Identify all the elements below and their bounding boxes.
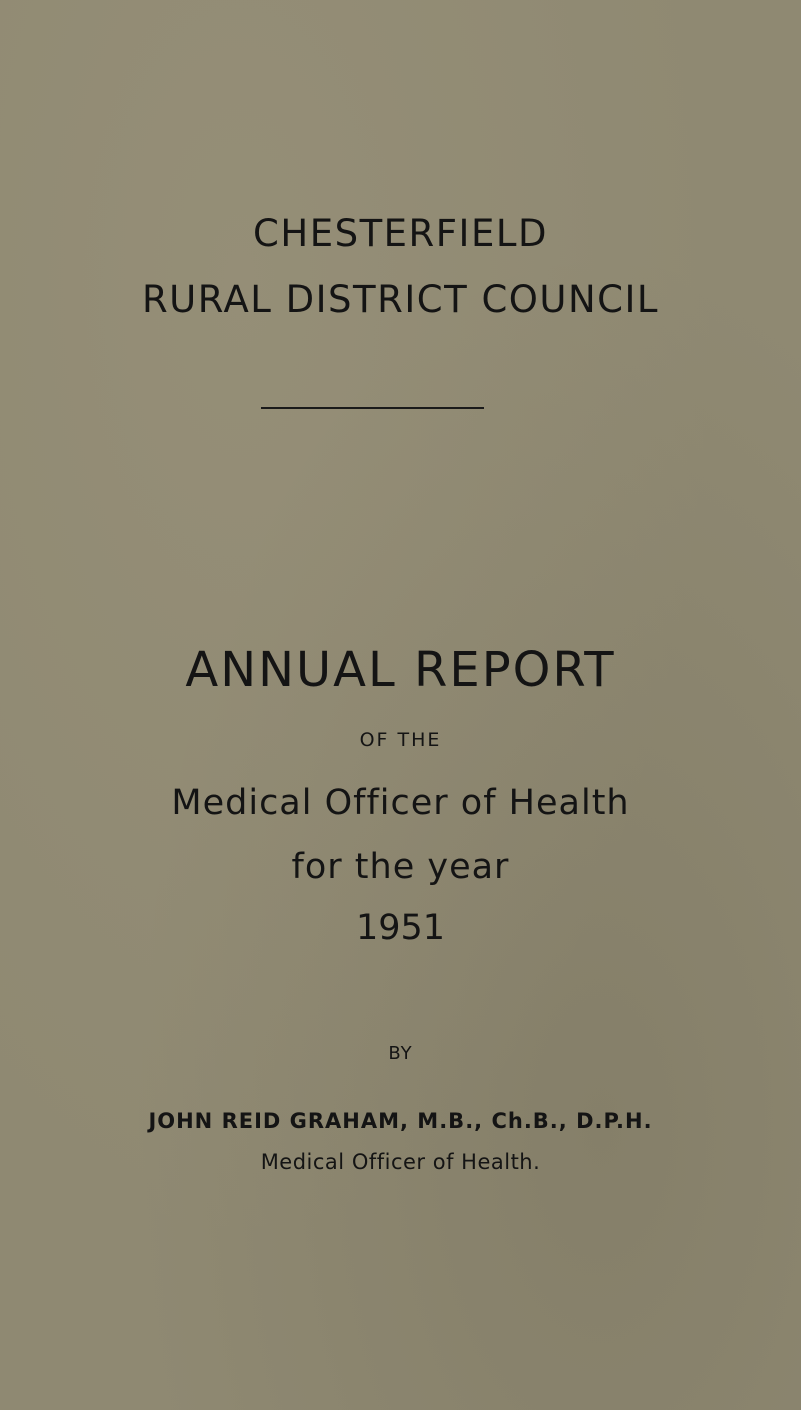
report-title: ANNUAL REPORT — [185, 642, 616, 698]
for-the-year-label: for the year — [291, 847, 510, 887]
report-subject: Medical Officer of Health — [171, 783, 630, 823]
author-title: Medical Officer of Health. — [260, 1150, 541, 1174]
by-label: BY — [388, 1043, 413, 1064]
council-name-line-2: RURAL DISTRICT COUNCIL — [141, 278, 660, 321]
author-name: JOHN REID GRAHAM, M.B., Ch.B., D.P.H. — [148, 1109, 653, 1133]
council-name-line-1: CHESTERFIELD — [253, 212, 548, 255]
divider-rule — [261, 407, 484, 409]
report-year: 1951 — [355, 908, 446, 948]
of-the-label: OF THE — [359, 729, 442, 751]
